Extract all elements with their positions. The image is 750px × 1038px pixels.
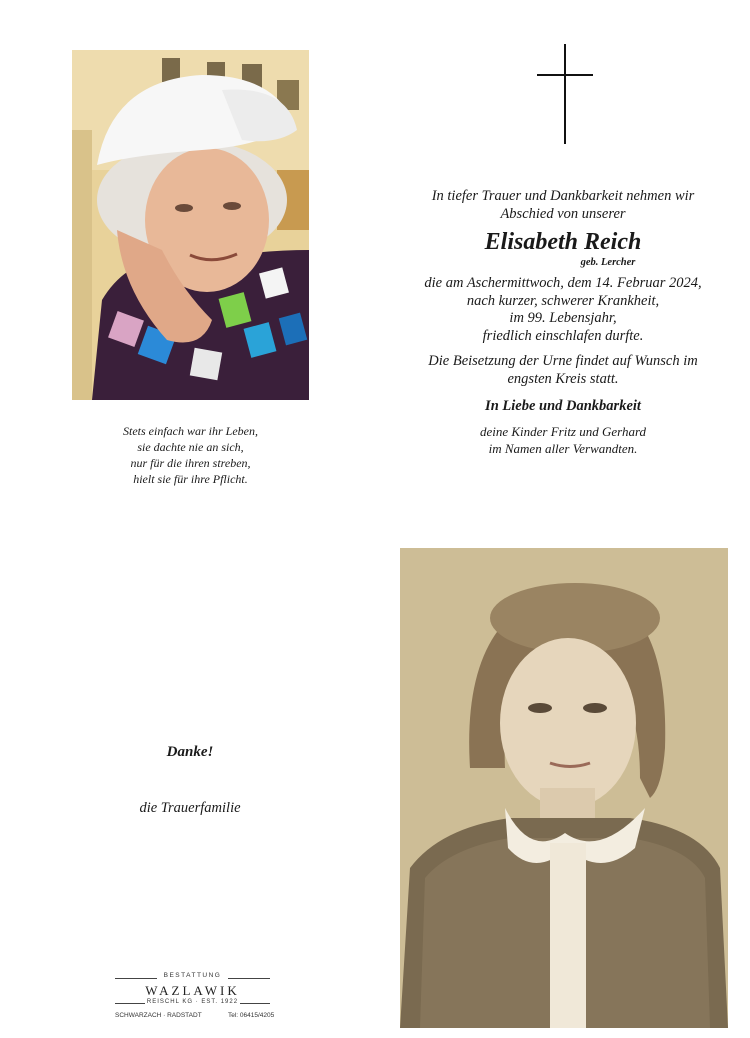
- poem-line: sie dachte nie an sich,: [137, 440, 244, 454]
- logo-top-label: BESTATTUNG: [163, 972, 222, 979]
- detail-line: die am Aschermittwoch, dem 14. Februar 2024,: [424, 275, 702, 291]
- detail-line: nach kurzer, schwerer Krankheit,: [466, 292, 660, 309]
- family-line: deine Kinder Fritz und Gerhard: [479, 423, 647, 439]
- family-line: im Namen aller Verwandten.: [488, 441, 638, 456]
- burial-line: engsten Kreis statt.: [507, 370, 619, 387]
- thanks-signature: die Trauerfamilie: [139, 800, 241, 816]
- intro-line: In tiefer Trauer und Dankbarkeit nehmen wir: [431, 188, 695, 204]
- detail-line: friedlich einschlafen durfte.: [482, 327, 644, 344]
- detail-line: im 99. Lebensjahr,: [509, 310, 617, 326]
- thanks-title: Danke!: [166, 744, 214, 760]
- logo-subline: REISCHL KG · EST. 1922: [146, 999, 239, 1005]
- poem-line: nur für die ihren streben,: [130, 456, 251, 470]
- poem-line: hielt sie für ihre Pflicht.: [133, 472, 248, 486]
- footer-location: SCHWARZACH · RADSTADT: [115, 1012, 202, 1019]
- logo-brand: WAZLAWIK: [145, 983, 240, 998]
- footer-phone: Tel: 06415/4205: [228, 1012, 275, 1019]
- announcement: [398, 188, 728, 458]
- burial-line: Die Beisetzung der Urne findet auf Wunsch im: [428, 353, 698, 369]
- cross-icon: [537, 44, 593, 144]
- deceased-name: Elisabeth Reich: [484, 229, 642, 255]
- maiden-name: geb. Lercher: [580, 257, 636, 268]
- intro-line: Abschied von unserer: [500, 205, 626, 222]
- poem: [72, 423, 309, 487]
- young-portrait-photo: [400, 548, 728, 1028]
- recent-portrait-photo: [72, 50, 309, 400]
- poem-line: Stets einfach war ihr Leben,: [123, 424, 258, 438]
- closing-line: In Liebe und Dankbarkeit: [485, 398, 641, 414]
